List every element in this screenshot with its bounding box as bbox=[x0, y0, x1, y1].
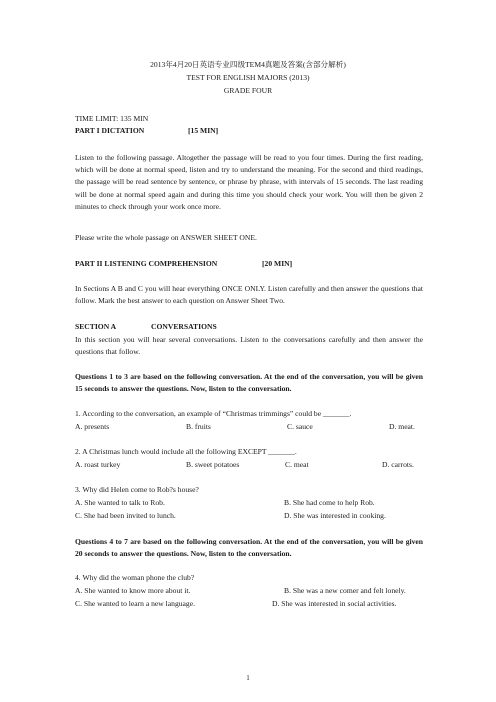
q4-stem: 4. Why did the woman phone the club? bbox=[75, 573, 195, 582]
title-english: TEST FOR ENGLISH MAJORS (2013) bbox=[186, 73, 310, 82]
q1-option-d: D. meat. bbox=[389, 422, 415, 431]
group1-intro: Questions 1 to 3 are based on the following conversation. At the end of the conversation, you will be given 15 seconds to answer the questions. Now, listen to the conversation. bbox=[75, 372, 423, 394]
time-limit: TIME LIMIT: 135 MIN bbox=[75, 114, 149, 123]
q3-option-c: C. She had been invited to lunch. bbox=[75, 511, 176, 520]
group2-intro: Questions 4 to 7 are based on the following conversation. At the end of the conversation, you will be given 20 seconds to answer the questions. Now, listen to the conversation. bbox=[75, 537, 423, 559]
q1-option-a: A. presents bbox=[75, 422, 110, 431]
part1-instructions: Listen to the following passage. Altogether the passage will be read to you four times. During the first reading, which will be done at normal speed, listen and try to understand the meaning. For the second and third readings, the passage will be read sentence by sentence, or phrase by phrase, with intervals of 15 seconds. The last reading will be done at normal speed again and during this time you should check your work. You will then be given 2 minutes to check through your work once more. bbox=[75, 153, 423, 211]
q2-option-c: C. meat bbox=[285, 460, 309, 469]
q4-option-a: A. She wanted to know more about it. bbox=[75, 586, 191, 595]
q1-option-b: B. fruits bbox=[186, 422, 211, 431]
part1-minutes: [15 MIN] bbox=[188, 126, 219, 135]
q3-stem: 3. Why did Helen come to Rob?s house? bbox=[75, 485, 199, 494]
q2-stem: 2. A Christmas lunch would include all the following EXCEPT _______. bbox=[75, 447, 297, 456]
q3-option-b: B. She had come to help Rob. bbox=[284, 498, 375, 507]
part1-heading: PART I DICTATION bbox=[75, 126, 145, 135]
q3-option-a: A. She wanted to talk to Rob. bbox=[75, 498, 165, 507]
part2-minutes: [20 MIN] bbox=[262, 259, 293, 268]
q3-option-d: D. She was interested in cooking. bbox=[284, 511, 386, 520]
q2-option-a: A. roast turkey bbox=[75, 460, 121, 469]
q1-stem: 1. According to the conversation, an example of “Christmas trimmings” could be _______. bbox=[75, 409, 352, 418]
q4-option-c: C. She wanted to learn a new language. bbox=[75, 599, 195, 608]
part2-heading: PART II LISTENING COMPREHENSION bbox=[75, 259, 218, 268]
grade-label: GRADE FOUR bbox=[223, 86, 273, 95]
section-a-heading: SECTION A bbox=[75, 322, 117, 331]
q2-option-d: D. carrots. bbox=[382, 460, 414, 469]
section-a-instructions: In this section you will hear several conversations. Listen to the conversations carefully and then answer the questions that follow. bbox=[75, 335, 423, 357]
part2-instructions: In Sections A B and C you will hear everything ONCE ONLY. Listen carefully and then answer the questions that follow. Mark the best answer to each question on Answer Sheet Two. bbox=[75, 284, 423, 306]
q1-option-c: C. sauce bbox=[287, 422, 313, 431]
q2-option-b: B. sweet potatoes bbox=[186, 460, 240, 469]
title-chinese: 2013年4月20日英语专业四级TEM4真题及答案(含部分解析) bbox=[150, 60, 346, 69]
page-number: 1 bbox=[246, 674, 250, 682]
q4-option-d: D. She was interested in social activities. bbox=[272, 599, 397, 608]
section-a-title: CONVERSATIONS bbox=[151, 322, 217, 331]
q4-option-b: B. She was a new comer and felt lonely. bbox=[284, 586, 406, 595]
part1-note: Please write the whole passage on ANSWER SHEET ONE. bbox=[75, 233, 257, 242]
